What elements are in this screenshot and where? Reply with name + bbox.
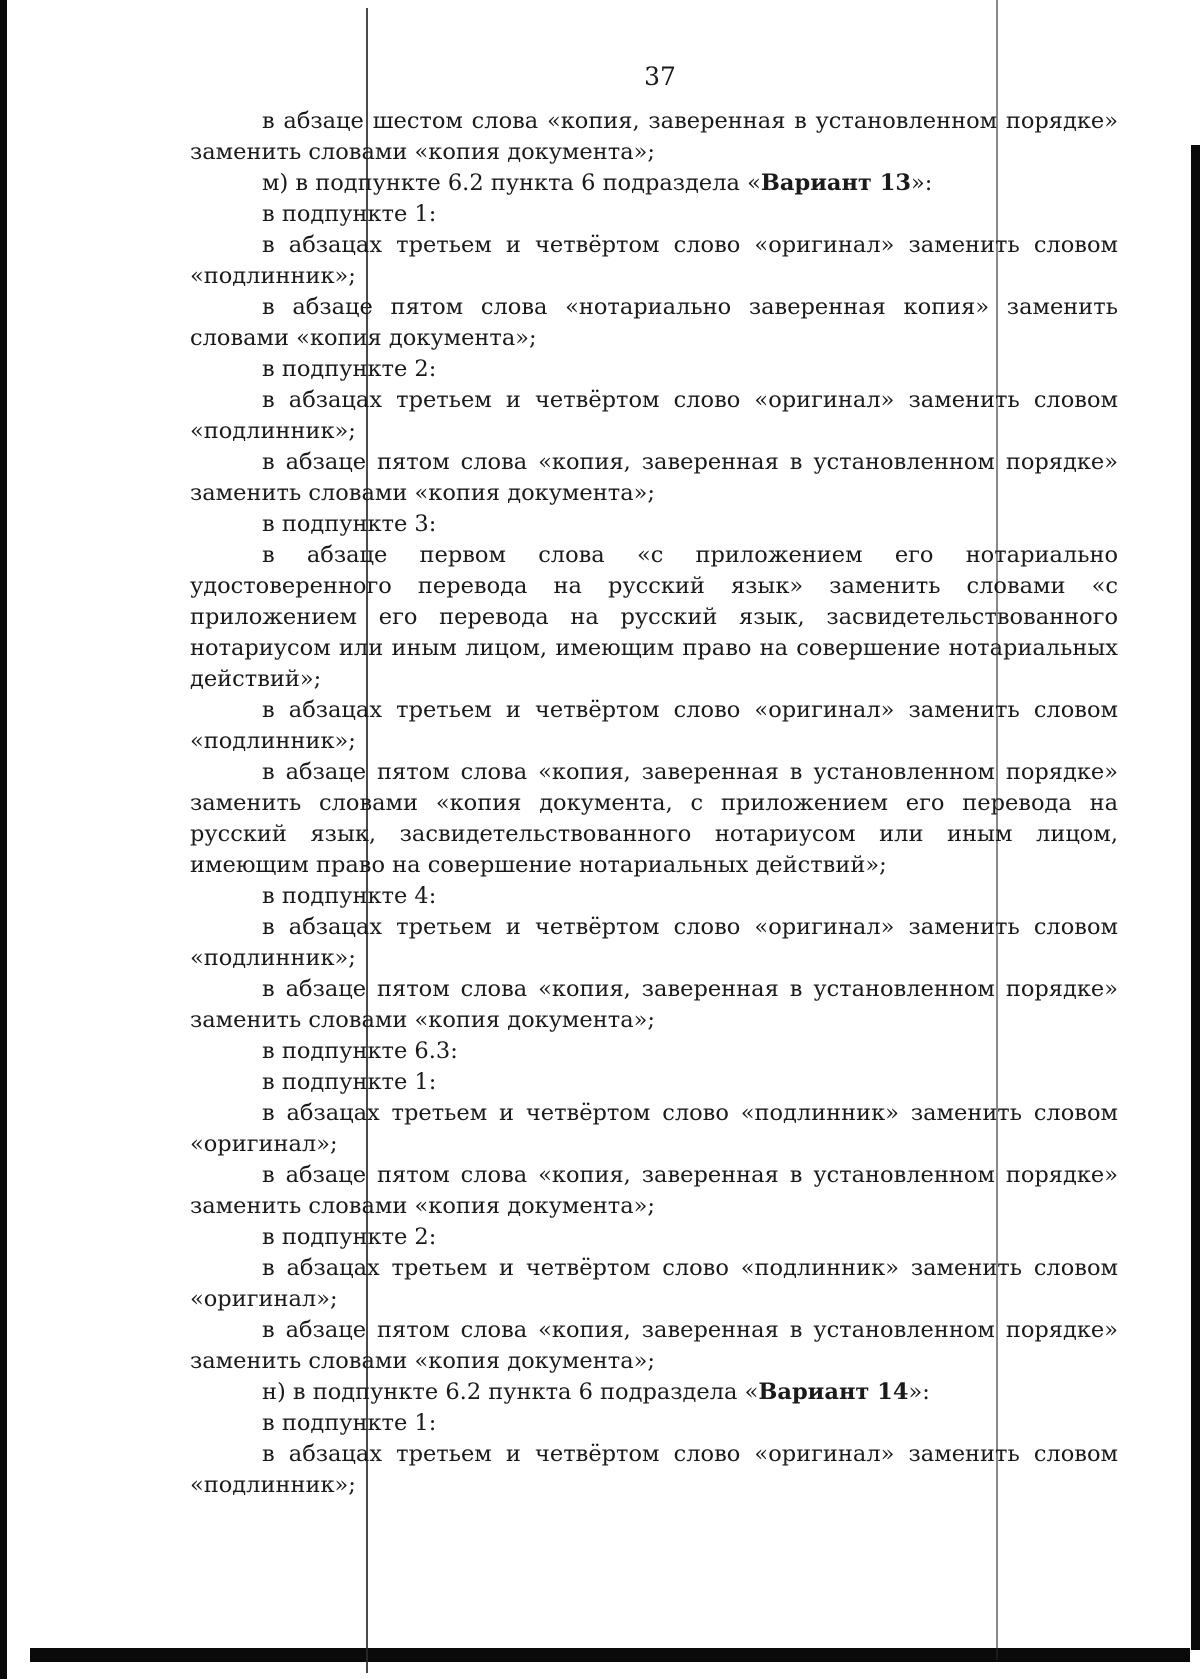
page-number: 37: [644, 62, 676, 91]
variant-heading-bold: Вариант 14: [758, 1379, 909, 1405]
paragraph-text: в абзаце пятом слова «копия, заверенная в установленном порядке» заменить словами «копия документа, с приложением его перевода на русский язык, засвидетельствованного нотариусом или иным лицом, имеющим право на совершение нотариальных действий»;: [190, 759, 1118, 878]
paragraph: [190, 695, 1118, 757]
paragraph: [190, 199, 1118, 230]
paragraph-text: в подпункте 1:: [262, 201, 437, 227]
paragraph-text: в абзаце пятом слова «копия, заверенная в установленном порядке» заменить словами «копия документа»;: [190, 976, 1118, 1033]
document-body: [190, 106, 1118, 1501]
paragraph: [190, 447, 1118, 509]
paragraph: [190, 1222, 1118, 1253]
paragraph-text: в абзаце первом слова «с приложением его нотариально удостоверенного перевода на русский язык» заменить словами «с приложением его перевода на русский язык, засвидетельствованного нотариусом или иным лицом, имеющим право на совершение нотариальных действий»;: [190, 542, 1118, 692]
paragraph: [190, 168, 1118, 199]
paragraph: [190, 540, 1118, 695]
scan-border-bottom: [30, 1648, 1190, 1662]
paragraph: [190, 757, 1118, 881]
paragraph-text: м) в подпункте 6.2 пункта 6 подраздела «: [262, 170, 761, 196]
variant-heading-bold: Вариант 13: [760, 170, 912, 196]
paragraph: [190, 912, 1118, 974]
paragraph-text: в абзаце шестом слова «копия, заверенная в установленном порядке» заменить словами «копия документа»;: [190, 108, 1118, 165]
paragraph-text: в подпункте 4:: [262, 883, 437, 909]
paragraph-text: в подпункте 1:: [262, 1410, 437, 1436]
paragraph: [190, 1098, 1118, 1160]
paragraph: [190, 106, 1118, 168]
paragraph-text: в подпункте 3:: [262, 511, 437, 537]
paragraph: [190, 385, 1118, 447]
scan-border-right: [1191, 145, 1200, 1650]
paragraph: [190, 354, 1118, 385]
paragraph-text: в абзацах третьем и четвёртом слово «оригинал» заменить словом «подлинник»;: [190, 914, 1118, 971]
paragraph-text: в подпункте 2:: [262, 356, 437, 382]
paragraph-text: в абзацах третьем и четвёртом слово «оригинал» заменить словом «подлинник»;: [190, 1441, 1118, 1498]
paragraph-text: в абзацах третьем и четвёртом слово «оригинал» заменить словом «подлинник»;: [190, 697, 1118, 754]
paragraph: [190, 1160, 1118, 1222]
paragraph-text: »:: [911, 170, 933, 196]
paragraph: [190, 974, 1118, 1036]
paragraph-text: в подпункте 2:: [262, 1224, 437, 1250]
scan-border-left: [0, 0, 7, 1679]
paragraph: [190, 230, 1118, 292]
paragraph-text: в абзацах третьем и четвёртом слово «оригинал» заменить словом «подлинник»;: [190, 387, 1118, 444]
paragraph: [190, 1253, 1118, 1315]
paragraph: [190, 509, 1118, 540]
paragraph: [190, 1067, 1118, 1098]
paragraph-text: в подпункте 6.3:: [262, 1038, 458, 1064]
paragraph: [190, 1408, 1118, 1439]
paragraph-text: в подпункте 1:: [262, 1069, 437, 1095]
paragraph: [190, 292, 1118, 354]
paragraph: [190, 881, 1118, 912]
paragraph: [190, 1315, 1118, 1377]
paragraph-text: в абзаце пятом слова «нотариально заверенная копия» заменить словами «копия документа»;: [190, 294, 1118, 351]
paragraph: [190, 1036, 1118, 1067]
paragraph: [190, 1377, 1118, 1408]
paragraph-text: в абзаце пятом слова «копия, заверенная в установленном порядке» заменить словами «копия документа»;: [190, 449, 1118, 506]
paragraph-text: в абзацах третьем и четвёртом слово «оригинал» заменить словом «подлинник»;: [190, 232, 1118, 289]
paragraph-text: в абзацах третьем и четвёртом слово «подлинник» заменить словом «оригинал»;: [190, 1100, 1118, 1157]
paragraph-text: в абзаце пятом слова «копия, заверенная в установленном порядке» заменить словами «копия документа»;: [190, 1162, 1118, 1219]
paragraph: [190, 1439, 1118, 1501]
paragraph-text: в абзаце пятом слова «копия, заверенная в установленном порядке» заменить словами «копия документа»;: [190, 1317, 1118, 1374]
paragraph-text: »:: [908, 1379, 930, 1405]
paragraph-text: в абзацах третьем и четвёртом слово «подлинник» заменить словом «оригинал»;: [190, 1255, 1118, 1312]
paragraph-text: н) в подпункте 6.2 пункта 6 подраздела «: [262, 1379, 759, 1405]
